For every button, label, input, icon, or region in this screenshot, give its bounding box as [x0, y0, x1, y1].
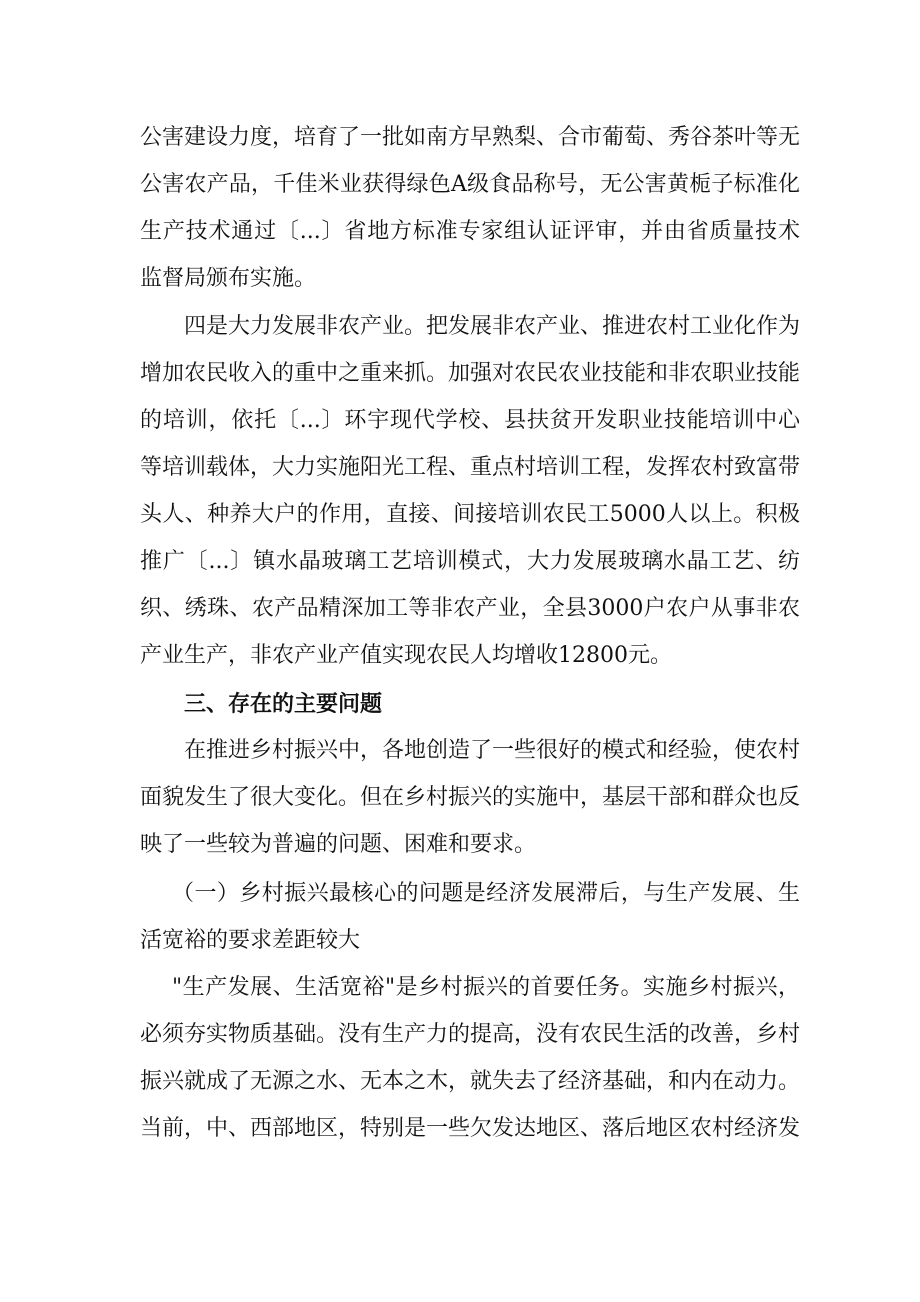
- paragraph-line: 等培训载体，大力实施阳光工程、重点村培训工程，发挥农村致富带: [140, 455, 800, 480]
- paragraph-line: 产业生产，非农产业产值实现农民人均增收12800元。: [140, 643, 672, 668]
- paragraph-line: 振兴就成了无源之水、无本之木，就失去了经济基础，和内在动力。: [140, 1069, 800, 1094]
- section-heading: 三、存在的主要问题: [184, 691, 383, 717]
- paragraph-line: 生产技术通过〔...〕省地方标准专家组认证评审，并由省质量技术: [140, 219, 800, 244]
- paragraph-line: 面貌发生了很大变化。但在乡村振兴的实施中，基层干部和群众也反: [140, 785, 800, 810]
- paragraph-line: 四是大力发展非农产业。把发展非农产业、推进农村工业化作为: [184, 314, 800, 339]
- paragraph-line: 织、绣珠、农产品精深加工等非农产业，全县3000户农户从事非农: [140, 596, 800, 621]
- paragraph-line: 必须夯实物质基础。没有生产力的提高，没有农民生活的改善，乡村: [140, 1022, 800, 1047]
- paragraph-line: 当前，中、西部地区，特别是一些欠发达地区、落后地区农村经济发: [140, 1116, 800, 1141]
- paragraph-line: 映了一些较为普遍的问题、困难和要求。: [140, 832, 537, 857]
- paragraph-line: 推广〔...〕镇水晶玻璃工艺培训模式，大力发展玻璃水晶工艺、纺: [140, 549, 800, 574]
- paragraph-line: 公害农产品，千佳米业获得绿色A级食品称号，无公害黄栀子标准化: [140, 172, 800, 197]
- paragraph-line: 公害建设力度，培育了一批如南方早熟梨、合市葡萄、秀谷茶叶等无: [140, 125, 800, 150]
- paragraph-line: 在推进乡村振兴中，各地创造了一些很好的模式和经验，使农村: [184, 738, 800, 763]
- subsection-heading: （一）乡村振兴最核心的问题是经济发展滞后，与生产发展、生: [172, 881, 800, 906]
- paragraph-line: 增加农民收入的重中之重来抓。加强对农民农业技能和非农职业技能: [140, 361, 800, 386]
- paragraph-line: 的培训，依托〔...〕环宇现代学校、县扶贫开发职业技能培训中心: [140, 408, 800, 433]
- paragraph-line: 监督局颁布实施。: [140, 266, 317, 291]
- paragraph-line: "生产发展、生活宽裕"是乡村振兴的首要任务。实施乡村振兴，: [172, 975, 800, 1000]
- subsection-heading: 活宽裕的要求差距较大: [140, 928, 361, 953]
- paragraph-line: 头人、种养大户的作用，直接、间接培训农民工5000人以上。积极: [140, 502, 800, 527]
